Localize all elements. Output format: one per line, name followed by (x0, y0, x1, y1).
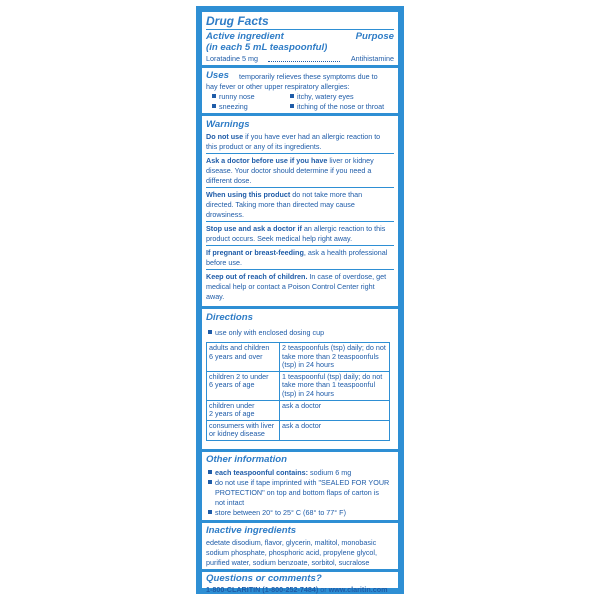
inactive-heading: Inactive ingredients (206, 525, 297, 536)
section-divider (202, 569, 398, 572)
warning-do-not-use: Do not use if you have ever had an allergic reaction to (206, 132, 381, 141)
uses-heading: Uses (206, 70, 229, 81)
warning-text: this product or any of its ingredients. (206, 142, 322, 151)
other-info-sodium: each teaspoonful contains: sodium 6 mg (208, 468, 351, 477)
table-row (207, 400, 390, 420)
table-cell: ask a doctor (280, 420, 390, 440)
questions-heading: Questions or comments? (206, 573, 322, 584)
table-cell: consumers with liver or kidney disease (207, 420, 280, 440)
bullet-icon (208, 510, 212, 514)
inactive-line: sodium phosphate, phosphoric acid, propylene glycol, (206, 548, 378, 557)
warning-pregnant: If pregnant or breast-feeding, ask a health professional (206, 248, 388, 257)
active-ingredient-subheading: (in each 5 mL teaspoonful) (206, 42, 328, 53)
symptom-item: sneezing (212, 102, 248, 111)
warning-text: product occurs. Seek medical help right away. (206, 234, 353, 243)
table-row (207, 420, 390, 440)
table-cell: ask a doctor (280, 400, 390, 420)
table-cell: 2 teaspoonfuls (tsp) daily; do not take more than 2 teaspoonfuls (tsp) in 24 hours (280, 343, 390, 372)
uses-line-2: hay fever or other upper respiratory allergies: (206, 82, 350, 91)
warning-text: directed. Taking more than directed may cause (206, 200, 355, 209)
warning-stop-use: Stop use and ask a doctor if an allergic reaction to this (206, 224, 386, 233)
table-row (207, 343, 390, 372)
other-info-tape: do not use if tape imprinted with "SEALED FOR YOUR (208, 478, 389, 487)
table-row (207, 371, 390, 400)
warning-ask-doctor: Ask a doctor before use if you have liver or kidney (206, 156, 374, 165)
warning-text: disease. Your doctor should determine if you need a (206, 166, 372, 175)
ingredient-name: Loratadine 5 mg (206, 54, 258, 63)
other-info-storage: store between 20° to 25° C (68° to 77° F) (208, 508, 346, 517)
section-divider (202, 306, 398, 309)
section-divider (202, 449, 398, 452)
inactive-line: purified water, sodium benzoate, sorbitol, sucralose (206, 558, 370, 567)
bullet-icon (290, 104, 294, 108)
warning-when-using: When using this product do not take more than (206, 190, 363, 199)
phone-number[interactable]: 1-800-CLARITIN (1-800-252-7484) (206, 585, 319, 594)
drug-facts-title: Drug Facts (206, 14, 269, 28)
bullet-icon (212, 104, 216, 108)
table-cell: children under 2 years of age (207, 400, 280, 420)
bullet-icon (208, 480, 212, 484)
other-info-heading: Other information (206, 454, 288, 465)
divider (206, 269, 394, 270)
bullet-icon (208, 330, 212, 334)
warning-text: medical help or contact a Poison Control Center right (206, 282, 375, 291)
warning-text: drowsiness. (206, 210, 244, 219)
symptom-item: runny nose (212, 92, 255, 101)
divider (206, 29, 394, 30)
purpose-heading: Purpose (355, 31, 394, 42)
bullet-icon (212, 94, 216, 98)
questions-contact: 1-800-CLARITIN (1-800-252-7484) or www.claritin.com (206, 585, 388, 594)
directions-bullet: use only with enclosed dosing cup (208, 328, 324, 337)
warning-text: before use. (206, 258, 242, 267)
dosage-table (206, 342, 390, 441)
leader-dots (268, 61, 340, 62)
section-divider (202, 520, 398, 523)
active-ingredient-heading: Active ingredient (206, 31, 284, 42)
warning-keep-out: Keep out of reach of children. In case of overdose, get (206, 272, 387, 281)
divider (206, 245, 394, 246)
drug-facts-panel (196, 6, 404, 594)
drug-facts-box (201, 11, 399, 594)
divider (206, 153, 394, 154)
bullet-icon (208, 470, 212, 474)
section-divider (202, 65, 398, 68)
divider (206, 187, 394, 188)
inactive-line: edetate disodium, flavor, glycerin, maltitol, monobasic (206, 538, 377, 547)
other-info-text: PROTECTION" on top and bottom flaps of carton is (215, 488, 379, 497)
uses-line-1: temporarily relieves these symptoms due to (239, 72, 378, 81)
symptom-item: itching of the nose or throat (290, 102, 384, 111)
table-cell: children 2 to under 6 years of age (207, 371, 280, 400)
section-divider (202, 113, 398, 116)
symptom-item: itchy, watery eyes (290, 92, 354, 101)
bullet-icon (290, 94, 294, 98)
ingredient-purpose: Antihistamine (350, 54, 394, 63)
table-cell: 1 teaspoonful (tsp) daily; do not take more than 1 teaspoonful (tsp) in 24 hours (280, 371, 390, 400)
other-info-text: not intact (215, 498, 245, 507)
divider (206, 221, 394, 222)
directions-heading: Directions (206, 312, 253, 323)
warning-text: different dose. (206, 176, 252, 185)
table-cell: adults and children 6 years and over (207, 343, 280, 372)
warnings-heading: Warnings (206, 119, 250, 130)
warning-text: away. (206, 292, 225, 301)
website-link[interactable]: www.claritin.com (328, 585, 388, 594)
